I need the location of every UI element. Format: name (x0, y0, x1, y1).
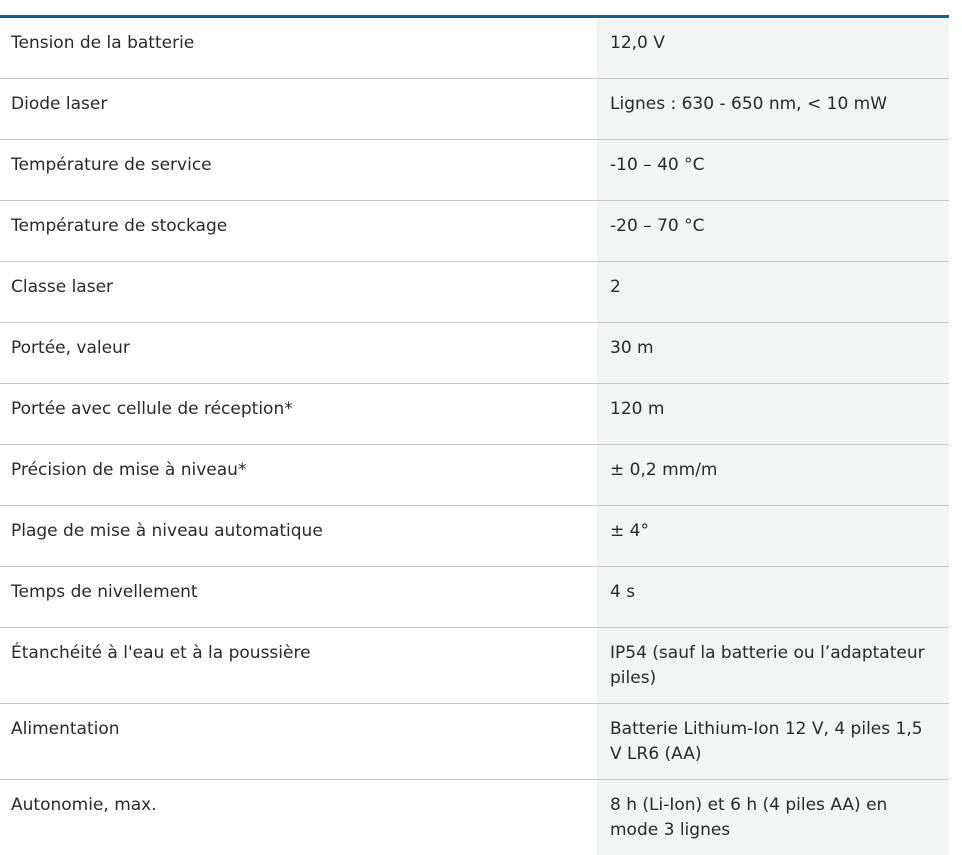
spec-value: Batterie Lithium-Ion 12 V, 4 piles 1,5 V LR6 (AA) (597, 704, 949, 779)
table-row (0, 262, 949, 323)
table-row (0, 323, 949, 384)
spec-label: Tension de la batterie (0, 18, 597, 78)
table-row (0, 140, 949, 201)
table-row (0, 567, 949, 628)
spec-label: Classe laser (0, 262, 597, 322)
spec-value: Lignes : 630 - 650 nm, < 10 mW (597, 79, 949, 139)
spec-label: Température de service (0, 140, 597, 200)
spec-value: -20 – 70 °C (597, 201, 949, 261)
spec-value: ± 4° (597, 506, 949, 566)
spec-label: Alimentation (0, 704, 597, 779)
table-row (0, 506, 949, 567)
spec-label: Plage de mise à niveau automatique (0, 506, 597, 566)
spec-label: Portée avec cellule de réception* (0, 384, 597, 444)
spec-value: 30 m (597, 323, 949, 383)
spec-value: 8 h (Li-Ion) et 6 h (4 piles AA) en mode 3 lignes (597, 780, 949, 855)
table-row (0, 201, 949, 262)
spec-label: Portée, valeur (0, 323, 597, 383)
spec-table (0, 15, 949, 855)
spec-value: 2 (597, 262, 949, 322)
spec-label: Précision de mise à niveau* (0, 445, 597, 505)
spec-label: Diode laser (0, 79, 597, 139)
spec-value: 120 m (597, 384, 949, 444)
spec-label: Étanchéité à l'eau et à la poussière (0, 628, 597, 703)
spec-value: 12,0 V (597, 18, 949, 78)
spec-label: Temps de nivellement (0, 567, 597, 627)
spec-value: -10 – 40 °C (597, 140, 949, 200)
table-row (0, 384, 949, 445)
spec-label: Autonomie, max. (0, 780, 597, 855)
spec-value: ± 0,2 mm/m (597, 445, 949, 505)
table-row (0, 445, 949, 506)
table-row (0, 628, 949, 704)
spec-value: 4 s (597, 567, 949, 627)
spec-value: IP54 (sauf la batterie ou l’adaptateur piles) (597, 628, 949, 703)
table-row (0, 18, 949, 79)
table-row (0, 780, 949, 855)
table-row (0, 79, 949, 140)
spec-label: Température de stockage (0, 201, 597, 261)
table-row (0, 704, 949, 780)
